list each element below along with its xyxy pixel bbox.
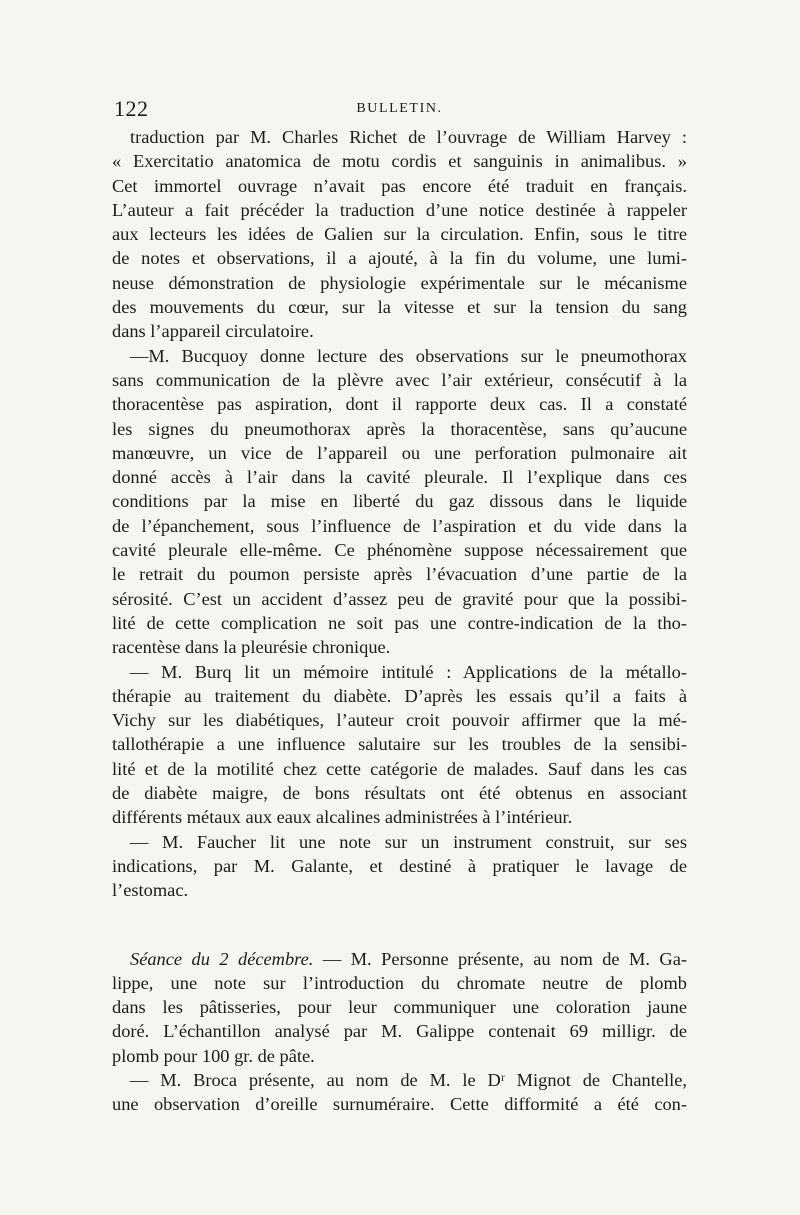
text-line: traduction par M. Charles Richet de l’ouvrage de William Harvey : [130,127,687,147]
text-line: L’auteur a fait précéder la traduction d’une notice destinée à rappeler [112,199,687,220]
text-line: plomb pour 100 gr. de pâte. [112,1045,315,1066]
text-line: sérosité. C’est un accident d’assez peu de gravité pour que la possibi- [112,588,687,609]
page-header [112,96,687,124]
paragraph [112,125,687,344]
text-line: « Exercitatio anatomica de motu cordis et sanguinis in animalibus. » [112,151,687,172]
session-heading: Séance du 2 décembre. [130,948,314,969]
text-line: une observation d’oreille surnuméraire. Cette difformité a été con- [112,1094,687,1115]
text-line-rest: — M. Personne présente, au nom de M. Ga- [313,948,687,969]
paragraph [112,947,687,1068]
text-line: Vichy sur les diabétiques, l’auteur croit pouvoir affirmer que la mé- [112,710,687,731]
text-line: les signes du pneumothorax après la thoracentèse, sans qu’aucune [112,418,687,439]
text-line: manœuvre, un vice de l’appareil ou une perforation pulmonaire ait [112,442,687,463]
text-line: tallothérapie a une influence salutaire sur les troubles de la sensibi- [112,734,687,755]
text-line: — M. Broca présente, au nom de M. le Dʳ Mignot de Chantelle, [130,1069,687,1090]
text-line: racentèse dans la pleurésie chronique. [112,637,391,658]
text-line: différents métaux aux eaux alcalines administrées à l’intérieur. [112,807,573,828]
paragraph [112,830,687,903]
text-line: thoracentèse pas aspiration, dont il rapporte deux cas. Il a constaté [112,394,687,415]
text-line: dans les pâtisseries, pour leur communiquer une coloration jaune [112,997,687,1018]
text-line: indications, par M. Galante, et destiné à pratiquer le lavage de [112,855,687,876]
text-line [112,947,687,971]
book-page [112,96,687,1117]
text-line: lippe, une note sur l’introduction du chromate neutre de plomb [112,972,687,993]
text-line: — M. Faucher lit une note sur un instrument construit, sur ses [130,831,687,852]
text-line: de notes et observations, il a ajouté, à la fin du volume, une lumi- [112,248,687,269]
paragraph [112,660,687,830]
text-line: des mouvements du cœur, sur la vitesse et sur la tension du sang [112,297,687,318]
text-line: l’estomac. [112,880,189,901]
text-line: lité de cette complication ne soit pas une contre-indication de la tho- [112,612,687,633]
text-line: dans l’appareil circulatoire. [112,321,314,342]
text-line: Cet immortel ouvrage n’avait pas encore été traduit en français. [112,175,687,196]
text-line: de diabète maigre, de bons résultats ont été obtenus en associant [112,783,687,804]
text-line: conditions par la mise en liberté du gaz dissous dans le liquide [112,491,687,512]
text-line: de l’épanchement, sous l’influence de l’aspiration et du vide dans la [112,515,687,536]
running-head: BULLETIN. [356,101,443,116]
text-line: —M. Bucquoy donne lecture des observations sur le pneumothorax [130,345,687,366]
paragraph [112,1068,687,1117]
body-text [112,125,687,1117]
text-line: neuse démonstration de physiologie expérimentale sur le mécanisme [112,272,687,293]
text-line: doré. L’échantillon analysé par M. Galippe contenait 69 milligr. de [112,1021,687,1042]
text-line: thérapie au traitement du diabète. D’après les essais qu’il a faits à [112,685,687,706]
text-line: donné accès à l’air dans la cavité pleurale. Il l’explique dans ces [112,467,687,488]
text-line: aux lecteurs les idées de Galien sur la circulation. Enfin, sous le titre [112,224,687,245]
text-line: — M. Burq lit un mémoire intitulé : Applications de la métallo- [130,661,687,682]
text-line: le retrait du poumon persiste après l’évacuation d’une partie de la [112,564,687,585]
text-line: sans communication de la plèvre avec l’air extérieur, consécutif à la [112,369,687,390]
page-number: 122 [114,96,149,121]
text-line: lité et de la motilité chez cette catégorie de malades. Sauf dans les cas [112,758,687,779]
text-line: cavité pleurale elle-même. Ce phénomène suppose nécessairement que [112,540,687,561]
paragraph [112,344,687,660]
